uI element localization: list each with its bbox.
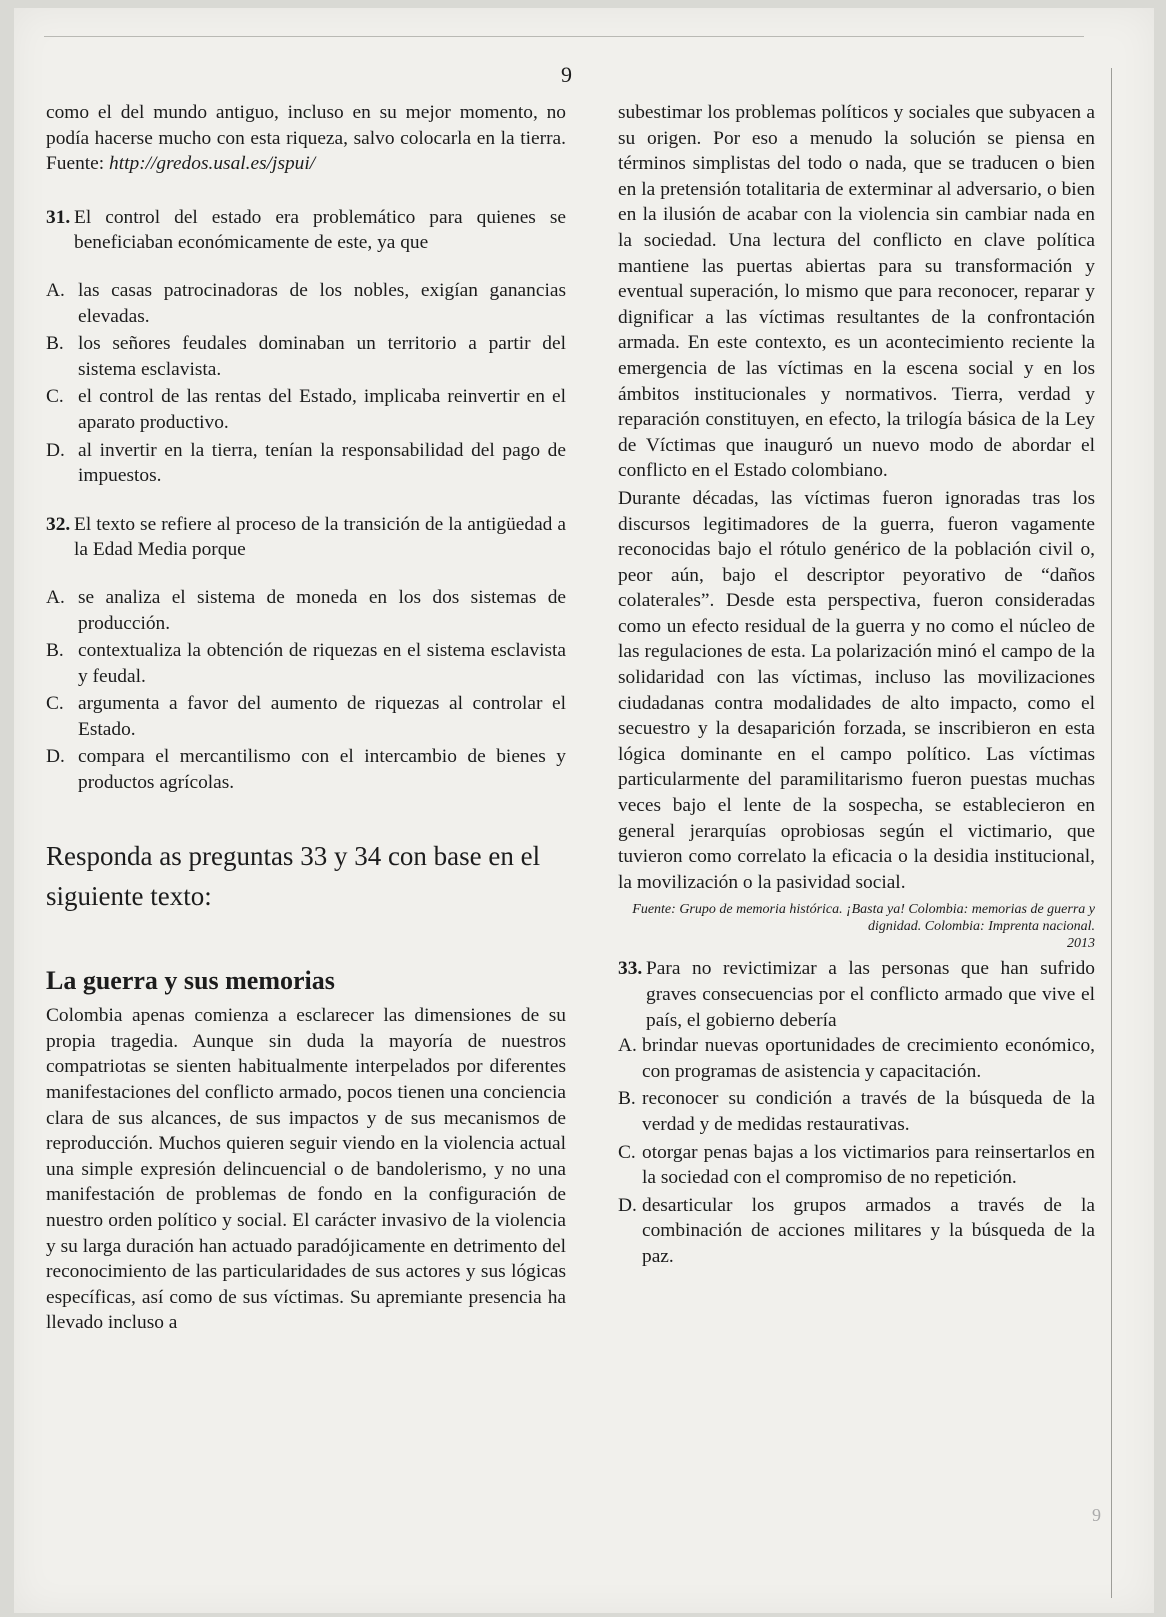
question-32-stem [46,512,566,563]
question-31-options [46,278,566,489]
right-margin-rule [1111,68,1112,1598]
option-letter: C. [46,386,64,408]
option-letter: A. [46,586,65,608]
question-text: El texto se refiere al proceso de la transición de la antigüedad a la Edad Media porque [74,513,566,561]
option-letter: B. [618,1088,636,1110]
option-letter: A. [46,279,65,301]
option-letter: B. [46,333,64,355]
right-column [618,100,1095,1272]
option-letter: C. [46,693,64,715]
article-paragraph-1-continued: subestimar los problemas políticos y sociales que subyacen a su origen. Por eso a menudo la solución se piensa en términos simplistas del todo o nada, que se traducen o bien en la pretensión totalitaria de exterminar al adversario, o bien en la ilusión de acabar con la violencia sin cambiar nada en la sociedad. Una lectura del conflicto en clave política mantiene las puertas abiertas para su transformación y eventual superación, lo mismo que para reconocer, reparar y dignificar a las víctimas resultantes de la confrontación armada. En este contexto, es un acontecimiento reciente la emergencia de las víctimas en la escena social y en los ámbitos institucionales y normativos. Tierra, verdad y reparación constituyen, en efecto, la trilogía básica de la Ley de Víctimas que inauguró un nuevo modo de abordar el conflicto en el Estado colombiano. [618,102,1095,482]
option-d[interactable] [46,744,566,795]
option-text: brindar nuevas oportunidades de crecimiento económico, con programas de asistencia y capacitación. [642,1035,1095,1082]
option-text: compara el mercantilismo con el intercambio de bienes y productos agrícolas. [78,746,566,794]
question-text: El control del estado era problemático para quienes se beneficiaban económicamente de este, ya que [74,206,566,254]
option-b[interactable] [46,638,566,689]
option-text: al invertir en la tierra, tenían la responsabilidad del pago de impuestos. [78,439,566,487]
option-a[interactable] [618,1033,1095,1084]
option-letter: D. [46,439,65,461]
option-text: otorgar penas bajas a los victimarios para reinsertarlos en la sociedad con el compromiso de no repetición. [642,1141,1095,1189]
option-a[interactable] [46,278,566,329]
option-text: contextualiza la obtención de riquezas en el sistema esclavista y feudal. [78,640,566,687]
option-letter: A. [618,1035,637,1057]
option-b[interactable] [46,331,566,382]
question-number: 31. [46,206,71,228]
option-d[interactable] [618,1193,1095,1270]
question-31 [46,205,566,489]
option-letter: B. [46,640,64,662]
question-33-options [618,1033,1095,1269]
question-text: Para no revictimizar a las personas que han sufrido graves consecuencias por el conflicto armado que vive el país, el gobierno debería [646,958,1095,1031]
exam-page [14,8,1154,1613]
article-source [618,901,1095,952]
source-citation: Fuente: Grupo de memoria histórica. ¡Basta ya! Colombia: memorias de guerra y dignidad. Colombia: Imprenta nacional. [632,902,1095,935]
option-c[interactable] [46,384,566,435]
question-32-options [46,585,566,796]
option-d[interactable] [46,438,566,489]
option-letter: C. [618,1141,636,1163]
option-c[interactable] [46,691,566,742]
intro-paragraph [46,100,566,177]
option-a[interactable] [46,585,566,636]
question-31-stem [46,205,566,256]
option-letter: D. [618,1194,637,1216]
source-year: 2013 [1067,936,1095,952]
article-paragraph-1: Colombia apenas comienza a esclarecer las dimensiones de su propia tragedia. Aunque sin duda la mayoría de nuestros compatriotas se sienten habitualmente interpelados por diferentes manifestaciones del conflicto armado, pocos tienen una conciencia clara de sus alcances, de sus impactos y de sus mecanismos de reproducción. Muchos quieren seguir viendo en la violencia actual una simple expresión delincuencial o de bandolerismo, y no una manifestación de problemas de fondo en la configuración de nuestro orden político y social. El carácter invasivo de la violencia y su larga duración han actuado paradójicamente en detrimento del reconocimiento de las particularidades de sus actores y sus lógicas específicas, así como de sus víctimas. Su apremiante presencia ha llevado incluso a [46,1005,566,1334]
left-column [46,100,566,1336]
question-32 [46,512,566,796]
source-url: http://gredos.usal.es/jspui/ [109,153,316,175]
option-text: los señores feudales dominaban un territorio a partir del sistema esclavista. [78,333,566,380]
reading-instruction: Responda as preguntas 33 y 34 con base en el siguiente texto: [46,840,541,911]
article-paragraph-2: Durante décadas, las víctimas fueron ignoradas tras los discursos legitimadores de la guerra, fueron vagamente reconocidas bajo el rótulo genérico de la población civil o, peor aún, bajo el descriptor peyorativo de “daños colaterales”. Desde esta perspectiva, fueron consideradas como un efecto residual de la guerra y no como el núcleo de las regulaciones de esta. La polarización minó el campo de la solidaridad con las víctimas, incluso las movilizaciones ciudadanas contra modalidades de alto impacto, como el secuestro y la desaparición forzada, se inscribieron en esta lógica dominante en el campo político. Las víctimas particularmente del paramilitarismo fueron puestas muchas veces bajo el lente de la sospecha, se establecieron en general jerarquías oprobiosas según el victimario, que tuvieron como correlato la eficacia o la desidia institucional, la movilización o la pasividad social. [618,487,1095,893]
question-number: 32. [46,513,71,535]
option-text: las casas patrocinadoras de los nobles, exigían ganancias elevadas. [78,279,566,327]
page-number: 9 [561,62,572,87]
option-text: desarticular los grupos armados a través de la combinación de acciones militares y la búsqueda de la paz. [642,1194,1095,1267]
page-number-bottom: 9 [1092,1505,1101,1525]
top-divider [44,36,1084,37]
option-c[interactable] [618,1140,1095,1191]
option-text: reconocer su condición a través de la búsqueda de la verdad y de medidas restaurativas. [642,1088,1095,1135]
question-33-stem [618,956,1095,1033]
option-text: argumenta a favor del aumento de riquezas al controlar el Estado. [78,693,566,740]
article-title: La guerra y sus memorias [46,965,335,995]
option-text: el control de las rentas del Estado, implicaba reinvertir en el aparato productivo. [78,386,566,433]
option-text: se analiza el sistema de moneda en los dos sistemas de producción. [78,586,566,634]
question-number: 33. [618,958,643,980]
question-33 [618,956,1095,1269]
option-letter: D. [46,746,65,768]
intro-text: como el del mundo antiguo, incluso en su mejor momento, no podía hacerse mucho con esta riqueza, salvo colocarla en la tierra. Fuente: [46,102,566,175]
option-b[interactable] [618,1086,1095,1137]
